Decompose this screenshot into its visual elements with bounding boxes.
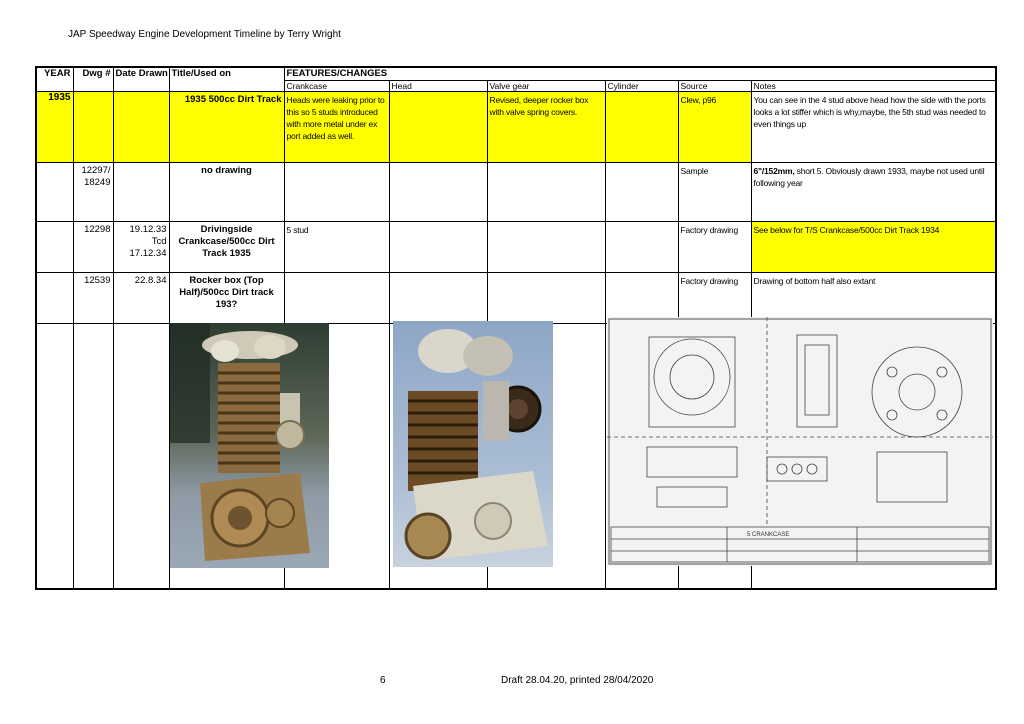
table-row: [36, 163, 996, 222]
engine-photo-2: [393, 321, 553, 567]
subheader-cylinder: Cylinder: [605, 81, 678, 92]
cell-crankcase: [284, 163, 389, 222]
cell-dwg: [73, 92, 113, 163]
cell-notes: [751, 163, 996, 222]
table-row: [36, 273, 996, 324]
cell-head: [389, 222, 487, 273]
subheader-notes: Notes: [751, 81, 996, 92]
cell-source: Sample: [678, 163, 751, 222]
cell-crankcase: 5 stud: [284, 222, 389, 273]
cell-crankcase: Heads were leaking prior to this so 5 studs introduced with more metal under ex port added as well.: [284, 92, 389, 163]
cell-notes: See below for T/S Crankcase/500cc Dirt Track 1934: [751, 222, 996, 273]
cell-date: 22.8.34: [113, 273, 169, 324]
engine-photo-1: [170, 323, 329, 568]
cell-cylinder: [605, 273, 678, 324]
cell-crankcase: [284, 273, 389, 324]
cell-date: 19.12.33 Tcd 17.12.34: [113, 222, 169, 273]
cell-title: Rocker box (Top Half)/500cc Dirt track 193?: [169, 273, 284, 324]
cell-head: [389, 92, 487, 163]
cell-source: Factory drawing: [678, 222, 751, 273]
subheader-source: Source: [678, 81, 751, 92]
cell-date: [113, 163, 169, 222]
cell-title: Drivingside Crankcase/500cc Dirt Track 1935: [169, 222, 284, 273]
subheader-head: Head: [389, 81, 487, 92]
cell-valve-gear: [487, 163, 605, 222]
cell-year: [36, 222, 73, 273]
cell-head: [389, 273, 487, 324]
cell-title: no drawing: [169, 163, 284, 222]
cell-date: [113, 92, 169, 163]
notes-text: short 5. Obviously drawn 1933, maybe not used until following year: [753, 166, 985, 188]
cell-cylinder: [605, 163, 678, 222]
cell-title: 1935 500cc Dirt Track: [169, 92, 284, 163]
subheader-valve-gear: Valve gear: [487, 81, 605, 92]
crankcase-technical-drawing: [607, 317, 993, 566]
cell-cylinder: [605, 92, 678, 163]
header-year: YEAR: [36, 67, 73, 92]
header-features-changes: FEATURES/CHANGES: [284, 67, 996, 81]
cell-valve-gear: Revised, deeper rocker box with valve spring covers.: [487, 92, 605, 163]
header-dwg: Dwg #: [73, 67, 113, 92]
document-title: JAP Speedway Engine Development Timeline by Terry Wright: [68, 29, 341, 40]
subheader-crankcase: Crankcase: [284, 81, 389, 92]
drawing-label: 5 CRANKCASE: [747, 532, 790, 538]
cell-year: [36, 163, 73, 222]
cell-source: Clew, p96: [678, 92, 751, 163]
page-number: 6: [380, 675, 386, 686]
cell-dwg: 12298: [73, 222, 113, 273]
header-title-used-on: Title/Used on: [169, 67, 284, 92]
notes-bold-measure: 6"/152mm,: [753, 166, 795, 176]
cell-valve-gear: [487, 222, 605, 273]
cell-dwg: 12297/ 18249: [73, 163, 113, 222]
header-date-drawn: Date Drawn: [113, 67, 169, 92]
cell-notes: You can see in the 4 stud above head how the side with the ports looks a lot stiffer which is why,maybe, the 5th stud was needed to even things up: [751, 92, 996, 163]
cell-dwg: 12539: [73, 273, 113, 324]
table-row: [36, 222, 996, 273]
table-row: [36, 92, 996, 163]
cell-year: [36, 273, 73, 324]
header-row: [36, 67, 996, 81]
cell-head: [389, 163, 487, 222]
cell-source: Factory drawing: [678, 273, 751, 324]
cell-notes: Drawing of bottom half also extant: [751, 273, 996, 324]
draft-info: Draft 28.04.20, printed 28/04/2020: [501, 675, 654, 686]
cell-year: 1935: [36, 92, 73, 163]
cell-valve-gear: [487, 273, 605, 324]
cell-cylinder: [605, 222, 678, 273]
